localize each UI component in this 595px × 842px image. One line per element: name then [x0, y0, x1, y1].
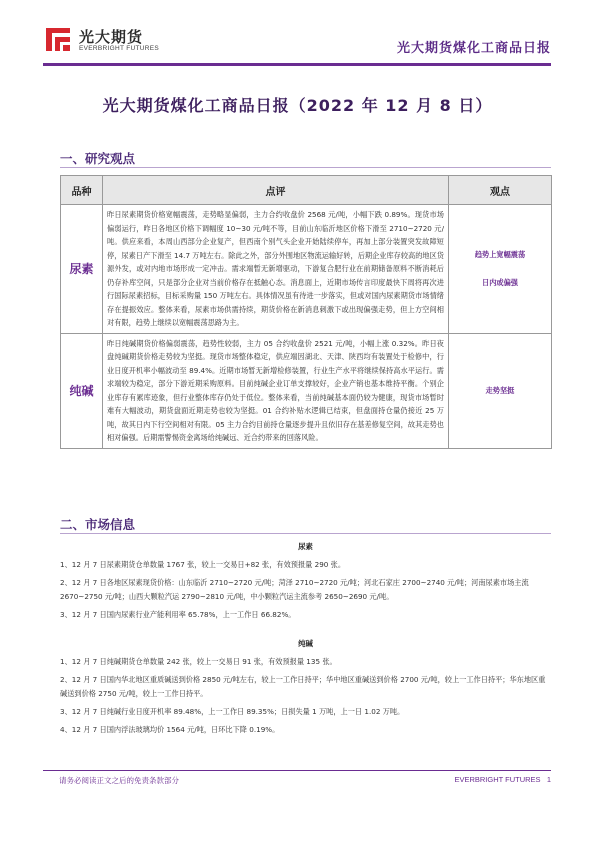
table-row	[61, 333, 552, 448]
footer-brand-page	[454, 775, 551, 784]
section-heading-market: 二、市场信息	[60, 517, 136, 532]
footer-disclaimer: 请务必阅读正文之后的免责条款部分	[59, 776, 179, 785]
subsection-title-urea: 尿素	[298, 542, 313, 551]
logo-english-text: EVERBRIGHT FUTURES	[79, 45, 160, 52]
view-text: 趋势上宽幅震荡	[474, 249, 526, 259]
list-item: 3、12 月 7 日纯碱行业日度开机率 89.48%，上一工作日 89.35%；日损失量 1 万吨，上一日 1.02 万吨。	[60, 707, 405, 716]
list-item: 2、12 月 7 日各地区尿素现货价格：山东临沂 2710~2720 元/吨；菏泽 2710~2720 元/吨；河北石家庄 2700~2740 元/吨；河南尿素市场主流 2670~2750 元/吨；山西大颗粒汽运 2790~2810 元/吨，中小颗粒汽运主流参考 2650~2690 元/吨。	[60, 578, 529, 601]
logo-chinese-text: 光大期货	[79, 28, 144, 46]
page-number: 1	[546, 775, 551, 784]
view-text: 日内或偏强	[482, 277, 518, 287]
section-divider	[60, 167, 551, 168]
list-item: 1、12 月 7 日纯碱期货仓单数量 242 张，较上一交易日 91 张，有效预报量 135 张。	[60, 657, 337, 666]
company-logo	[43, 24, 193, 56]
table-row	[61, 205, 552, 334]
footer-divider	[43, 770, 551, 771]
header-report-name: 光大期货煤化工商品日报	[396, 41, 551, 56]
table-header-cell: 观点	[449, 176, 552, 205]
comment-cell: 昨日纯碱期货价格偏弱震荡，趋势性较弱，主力 05 合约收盘价 2521 元/吨，小幅上涨 0.32%。昨日夜盘纯碱期货价格走势较为坚挺。现货市场整体稳定，供应端因湖北、天津、陕西均有装置处于检修中，行业日度开机率小幅波动至 89.4%。近期市场暂无新增检修装置，行业生产水平将继续保持高水平运行。需求端较为稳定，部分下游近期采购原料。目前纯碱企业订单支撑较好，企业产销也基本维持平衡。个别企业库存有累库迹象，但行业整体库存仍处于低位。整体来看，当前纯碱基本面仍较为健康，现货市场暂时难有大幅波动，期货盘面近期走势也较为坚挺。01 合约补贴水逻辑已结束，但盘面持仓量仍接近 25 万吨，故其日内下行空间相对有限。05 主力合约目前持仓量逐步提升且依旧存在基差修复空间，故其走势也相对偏强。后期需警惕资金离场给纯碱远、近合约带来的回落风险。	[103, 333, 449, 448]
document-title: 光大期货煤化工商品日报（2022 年 12 月 8 日）	[102, 96, 493, 115]
category-cell: 尿素	[61, 205, 103, 334]
category-cell: 纯碱	[61, 333, 103, 448]
market-info	[60, 541, 551, 741]
list-item: 1、12 月 7 日尿素期货仓单数量 1767 张，较上一交易日+82 张，有效预报量 290 张。	[60, 560, 346, 569]
table-header-row	[61, 176, 552, 205]
view-cell	[449, 333, 552, 448]
footer-brand: EVERBRIGHT FUTURES	[454, 775, 541, 784]
logo-mark-icon	[43, 24, 73, 54]
section-heading-research: 一、研究观点	[60, 151, 136, 166]
table-header-cell: 点评	[103, 176, 449, 205]
subsection-title-soda: 纯碱	[298, 639, 313, 648]
list-item: 4、12 月 7 日国内浮法玻璃均价 1564 元/吨，日环比下降 0.19%。	[60, 725, 280, 734]
research-table	[60, 175, 552, 449]
view-cell	[449, 205, 552, 334]
view-text: 走势坚挺	[485, 385, 515, 395]
comment-cell: 昨日尿素期货价格宽幅震荡，走势略显偏弱，主力合约收盘价 2568 元/吨，小幅下跌 0.89%。现货市场偏弱运行，昨日各地区价格下调幅度 10~30 元/吨不等，目前山东临沂地区价格下滑至 2710~2720 元/吨。供应来看，本周山西部分企业复产，但西南个别气头企业开始陆续停车，再加上部分装置突发故障短停，尿素日产下滑至 14.7 万吨左右。除此之外，部分外围地区物流运输好转，后期企业库存较高的地区货源外发，或对内地市场形成一定冲击。需求端暂无新增驱动，下游复合肥行业在前期储备原料不断消耗后仍存补库空间，只是部分企业对当前价格存在抵触心态。消息面上，近期市场传言印度最快下周将再次进行国际尿素招标，目标采购量 150 万吨左右。具体情况虽有待进一步落实，但或对国内尿素期货市场情绪存在提振效应。整体来看，尿素市场供需持续，期货价格在新消息刺激下或出现偏强走势，但上方空间相对有限，趋势上继续以宽幅震荡思路为主。	[103, 205, 449, 334]
list-item: 2、12 月 7 日国内华北地区重质碱送到价格 2850 元/吨左右，较上一工作日持平；华中地区重碱送到价格 2700 元/吨，较上一工作日持平；华东地区重碱送到价格 2750 元/吨，较上一工作日持平。	[60, 675, 546, 698]
table-header-cell: 品种	[61, 176, 103, 205]
section-divider	[60, 533, 551, 534]
list-item: 3、12 月 7 日国内尿素行业产能利用率 65.78%，上一工作日 66.82%。	[60, 610, 296, 619]
header-divider	[43, 63, 551, 66]
